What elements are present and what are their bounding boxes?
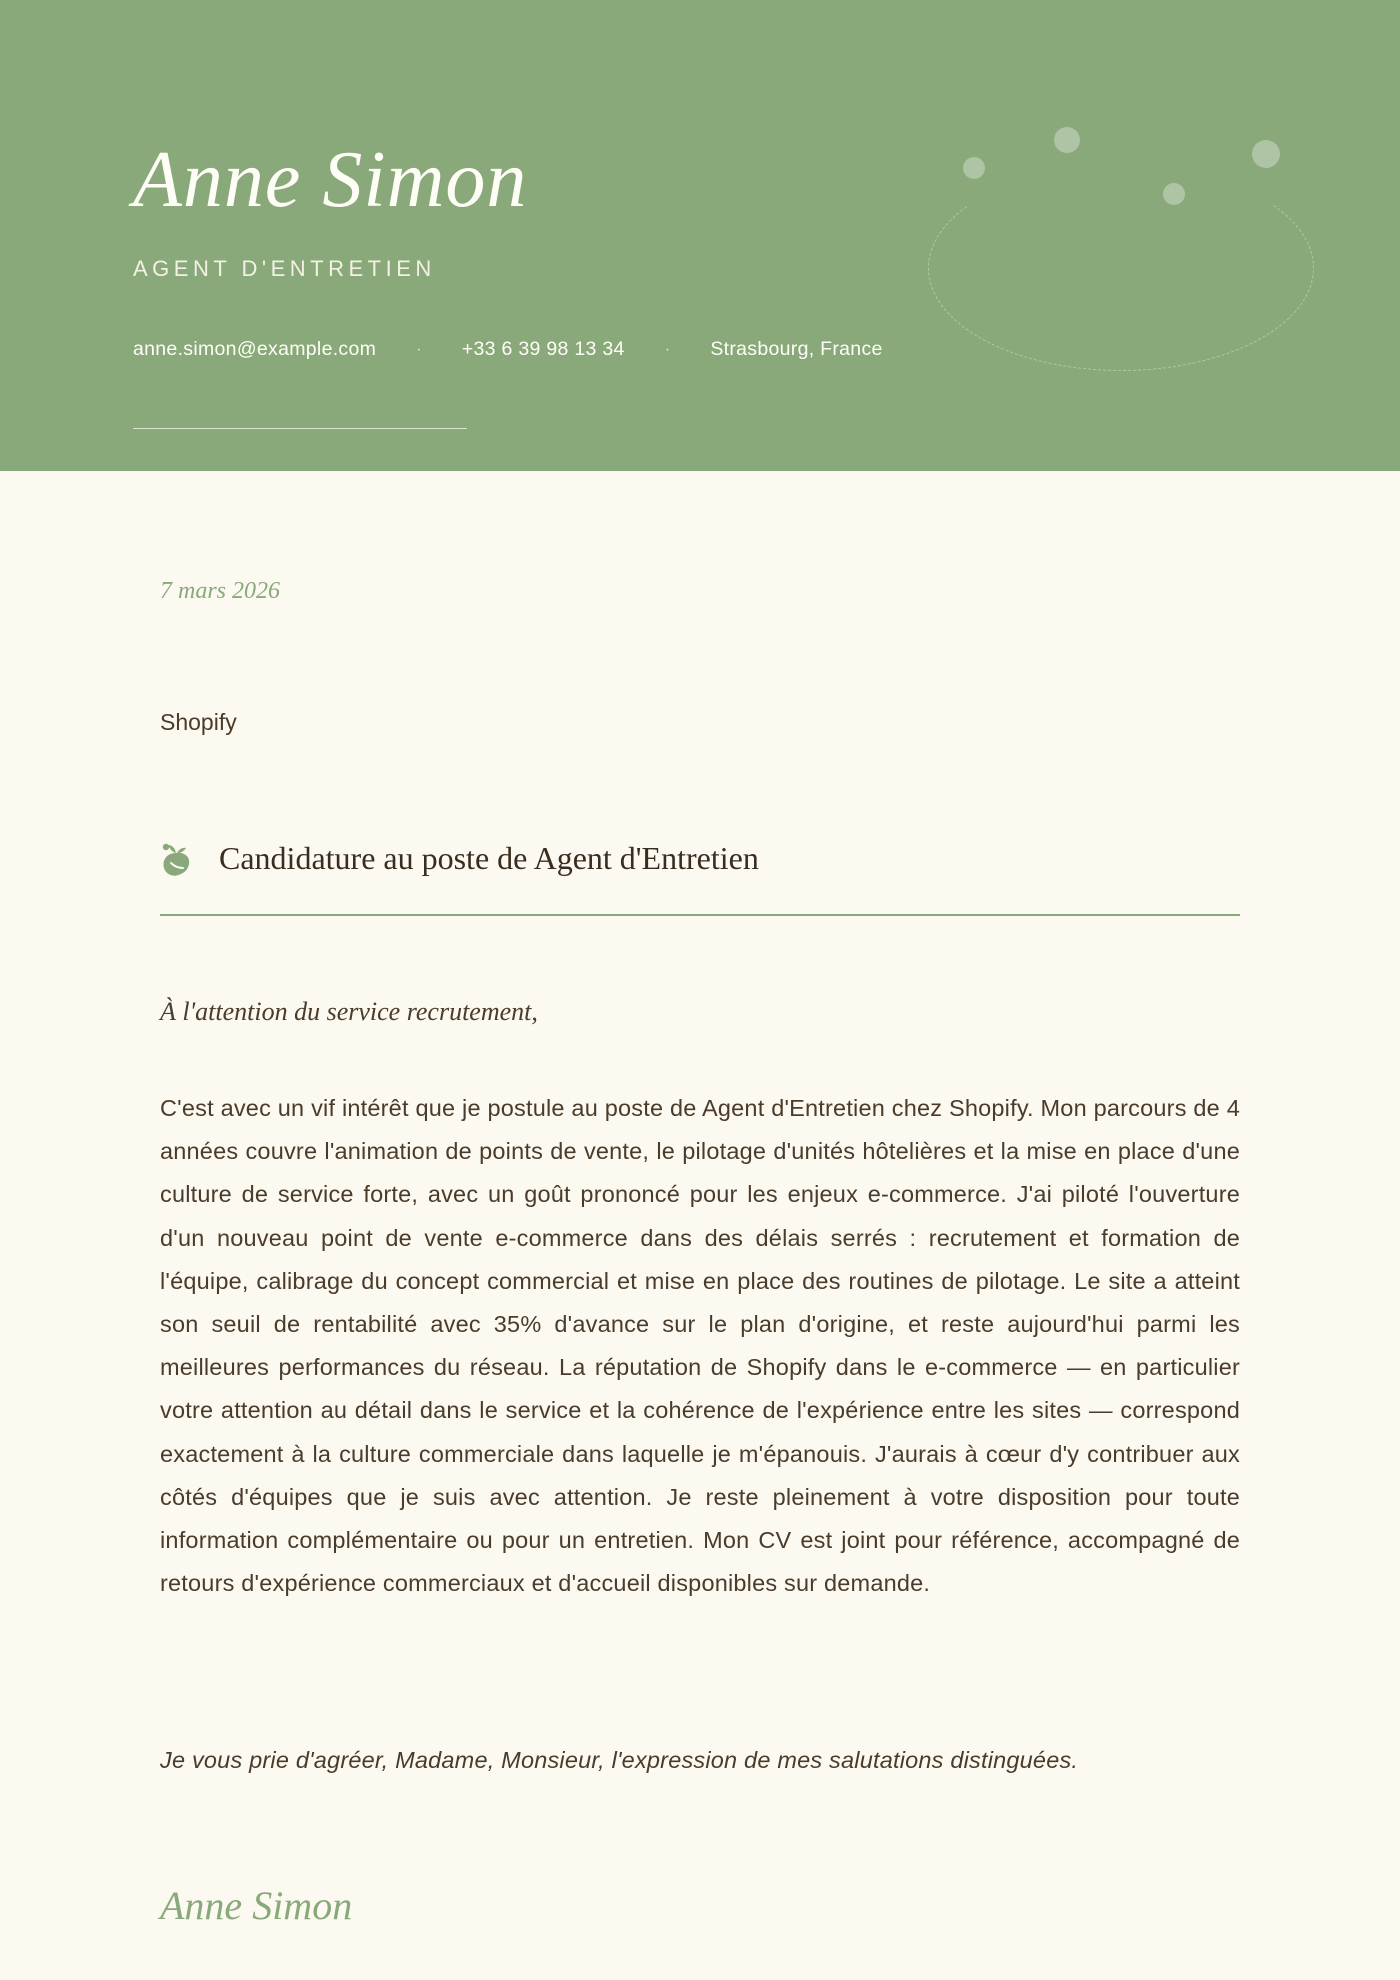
contact-email[interactable]: anne.simon@example.com bbox=[133, 338, 377, 360]
contact-location: Strasbourg, France bbox=[710, 338, 883, 360]
salutation: À l'attention du service recrutement, bbox=[160, 997, 538, 1026]
letter-subject bbox=[160, 840, 1240, 877]
subject-text: Candidature au poste de Agent d'Entretien bbox=[219, 840, 759, 876]
contact-separator: · bbox=[664, 340, 671, 358]
subject-divider bbox=[160, 914, 1240, 916]
decorative-arc bbox=[928, 165, 1314, 371]
decorative-dot bbox=[1252, 140, 1280, 168]
contact-line bbox=[133, 338, 883, 361]
signature: Anne Simon bbox=[160, 1883, 353, 1928]
letter-body: C'est avec un vif intérêt que je postule au poste de Agent d'Entretien chez Shopify. Mon parcours de 4 années couvre l'animation de points de vente, le pilotage d'unités hôtelières et la mise en place d'une culture de service forte, avec un goût prononcé pour les enjeux e-commerce. J'ai piloté l'ouverture d'un nouveau point de vente e-commerce dans des délais serrés : recrutement et formation de l'équipe, calibrage du concept commercial et mise en place des routines de pilotage. Le site a atteint son seuil de rentabilité avec 35% d'avance sur le plan d'origine, et reste aujourd'hui parmi les meilleures performances du réseau. La réputation de Shopify dans le e-commerce — en particulier votre attention au détail dans le service et la cohérence de l'expérience entre les sites — correspond exactement à la culture commerciale dans laquelle je m'épanouis. J'aurais à cœur d'y contribuer aux côtés d'équipes que je suis avec attention. Je reste pleinement à votre disposition pour toute information complémentaire ou pour un entretien. Mon CV est joint pour référence, accompagné de retours d'expérience commerciaux et d'accueil disponibles sur demande. bbox=[160, 1095, 1240, 1597]
letter-header bbox=[0, 0, 1400, 471]
leaf-icon bbox=[160, 841, 192, 877]
applicant-name: Anne Simon bbox=[133, 136, 528, 224]
closing-formula: Je vous prie d'agréer, Madame, Monsieur, l'expression de mes salutations distinguées. bbox=[160, 1747, 1079, 1773]
decorative-dot bbox=[1054, 127, 1080, 153]
recipient-company: Shopify bbox=[160, 709, 237, 735]
header-divider bbox=[133, 428, 467, 429]
job-title: AGENT D'ENTRETIEN bbox=[133, 256, 436, 281]
contact-separator: · bbox=[416, 340, 422, 358]
contact-phone[interactable]: +33 6 39 98 13 34 bbox=[461, 338, 625, 360]
decorative-dot bbox=[963, 157, 985, 179]
letter-date: 7 mars 2026 bbox=[160, 578, 281, 604]
